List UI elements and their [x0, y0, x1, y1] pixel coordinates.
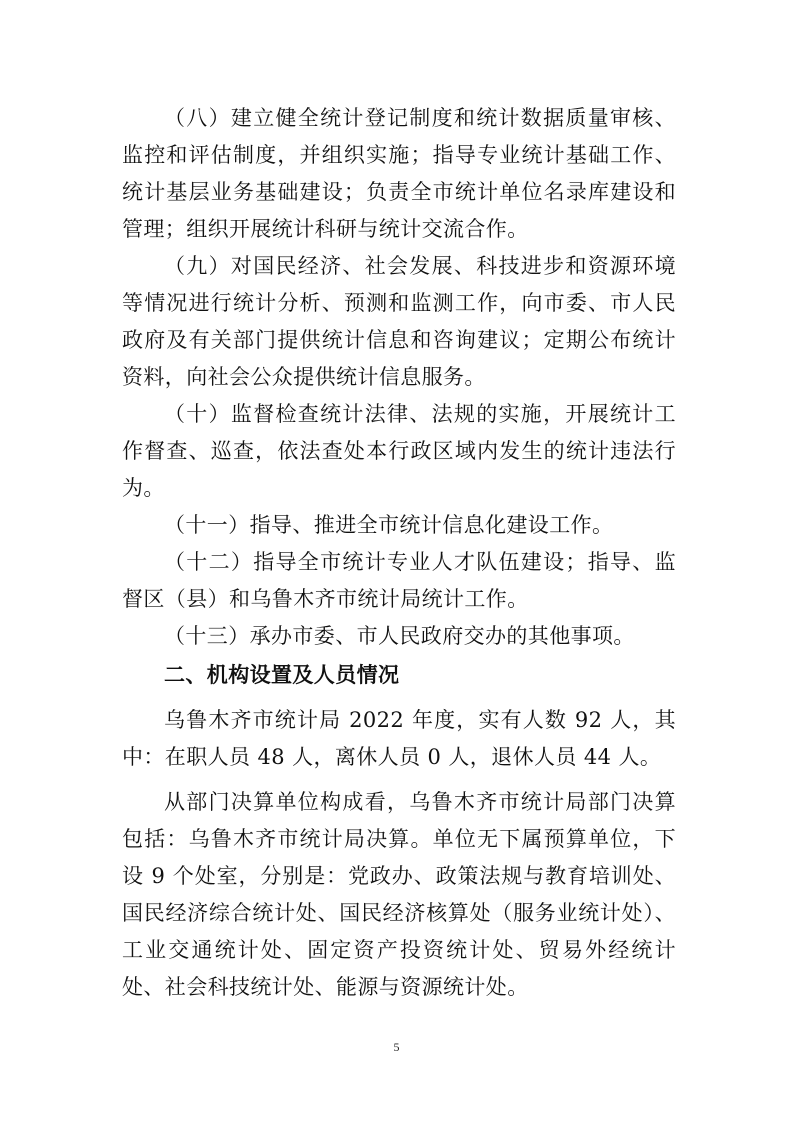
- section-heading: 二、机构设置及人员情况: [164, 663, 400, 687]
- paragraph-item-8: （八）建立健全统计登记制度和统计数据质量审核、监控和评估制度，并组织实施；指导专业统计基础工作、统计基层业务基础建设；负责全市统计单位名录库建设和管理；组织开展统计科研与统计交流合作。: [122, 106, 676, 241]
- page-number: 5: [393, 1040, 400, 1054]
- staffing-paragraph: 乌鲁木齐市统计局 2022 年度，实有人数 92 人，其中：在职人员 48 人，离休人员 0 人，退休人员 44 人。: [122, 708, 676, 769]
- paragraph-item-13: （十三）承办市委、市人民政府交办的其他事项。: [164, 624, 635, 648]
- paragraph-item-11: （十一）指导、推进全市统计信息化建设工作。: [164, 513, 614, 537]
- paragraph-item-12: （十二）指导全市统计专业人才队伍建设；指导、监督区（县）和乌鲁木齐市统计局统计工作。: [122, 550, 676, 611]
- departments-paragraph: 从部门决算单位构成看，乌鲁木齐市统计局部门决算包括：乌鲁木齐市统计局决算。单位无下属预算单位，下设 9 个处室，分别是：党政办、政策法规与教育培训处、国民经济综合统计处、国民经济核算处（服务业统计处）、工业交通统计处、固定资产投资统计处、贸易外经统计处、社会科技统计处、能源与资源统计处。: [122, 790, 676, 999]
- paragraph-item-10: （十）监督检查统计法律、法规的实施，开展统计工作督查、巡查，依法查处本行政区域内发生的统计违法行为。: [122, 402, 676, 500]
- document-body: [122, 100, 676, 1006]
- paragraph-item-9: （九）对国民经济、社会发展、科技进步和资源环境等情况进行统计分析、预测和监测工作，向市委、市人民政府及有关部门提供统计信息和咨询建议；定期公布统计资料，向社会公众提供统计信息服务。: [122, 254, 676, 389]
